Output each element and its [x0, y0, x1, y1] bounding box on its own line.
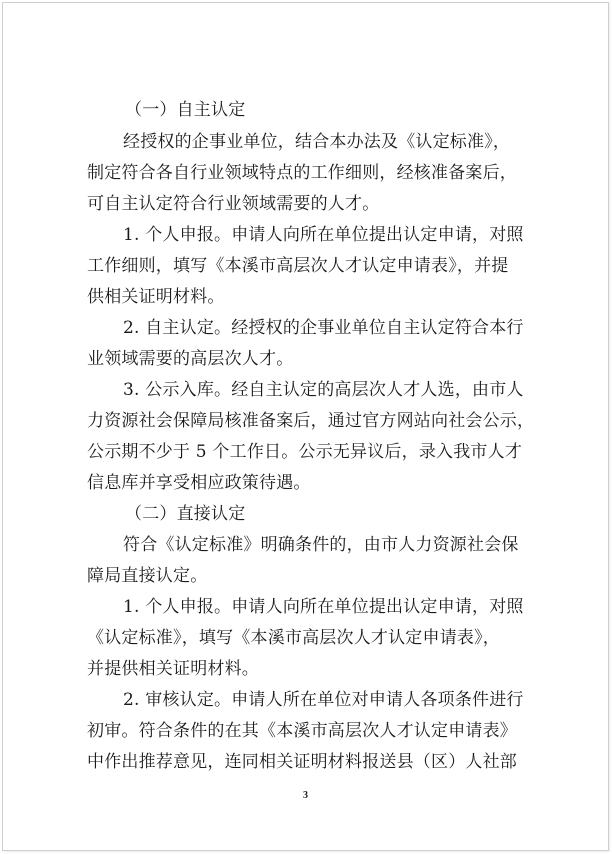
text-line: 1. 个人申报。申请人向所在单位提出认定申请，对照 — [123, 597, 524, 617]
document-page — [2, 2, 609, 851]
section-heading-2: （二）直接认定 — [125, 504, 246, 524]
text-line: 《认定标准》，填写《本溪市高层次人才认定申请表》， — [87, 628, 500, 648]
text-line: 2. 自主认定。经授权的企事业单位自主认定符合本行 — [123, 318, 524, 338]
section-heading-1: （一）自主认定 — [125, 100, 246, 120]
text-line: 符合《认定标准》明确条件的，由市人力资源社会保 — [123, 535, 519, 555]
text-line: 公示期不少于 5 个工作日。公示无异议后，录入我市人才 — [87, 442, 523, 462]
text-line: 中作出推荐意见，连同相关证明材料报送县（区）人社部 — [87, 752, 517, 772]
page-number: 3 — [303, 790, 308, 801]
text-line: 2. 审核认定。申请人所在单位对申请人各项条件进行 — [123, 690, 524, 710]
text-line: 制定符合各自行业领域特点的工作细则，经核准备案后， — [87, 163, 517, 183]
text-line: 障局直接认定。 — [87, 566, 208, 586]
text-line: 并提供相关证明材料。 — [87, 659, 259, 679]
text-line: 供相关证明材料。 — [87, 287, 225, 307]
text-line: 工作细则，填写《本溪市高层次人才认定申请表》，并提 — [87, 256, 509, 276]
text-line: 力资源社会保障局核准备案后，通过官方网站向社会公示， — [87, 411, 535, 431]
text-line: 业领域需要的高层次人才。 — [87, 349, 294, 369]
text-line: 经授权的企事业单位，结合本办法及《认定标准》， — [123, 132, 511, 152]
text-line: 1. 个人申报。申请人向所在单位提出认定申请，对照 — [123, 225, 524, 245]
text-line: 3. 公示入库。经自主认定的高层次人才人选，由市人 — [123, 380, 524, 400]
text-line: 初审。符合条件的在其《本溪市高层次人才认定申请表》 — [87, 721, 517, 741]
text-line: 信息库并享受相应政策待遇。 — [87, 473, 311, 493]
text-line: 可自主认定符合行业领域需要的人才。 — [87, 194, 380, 214]
